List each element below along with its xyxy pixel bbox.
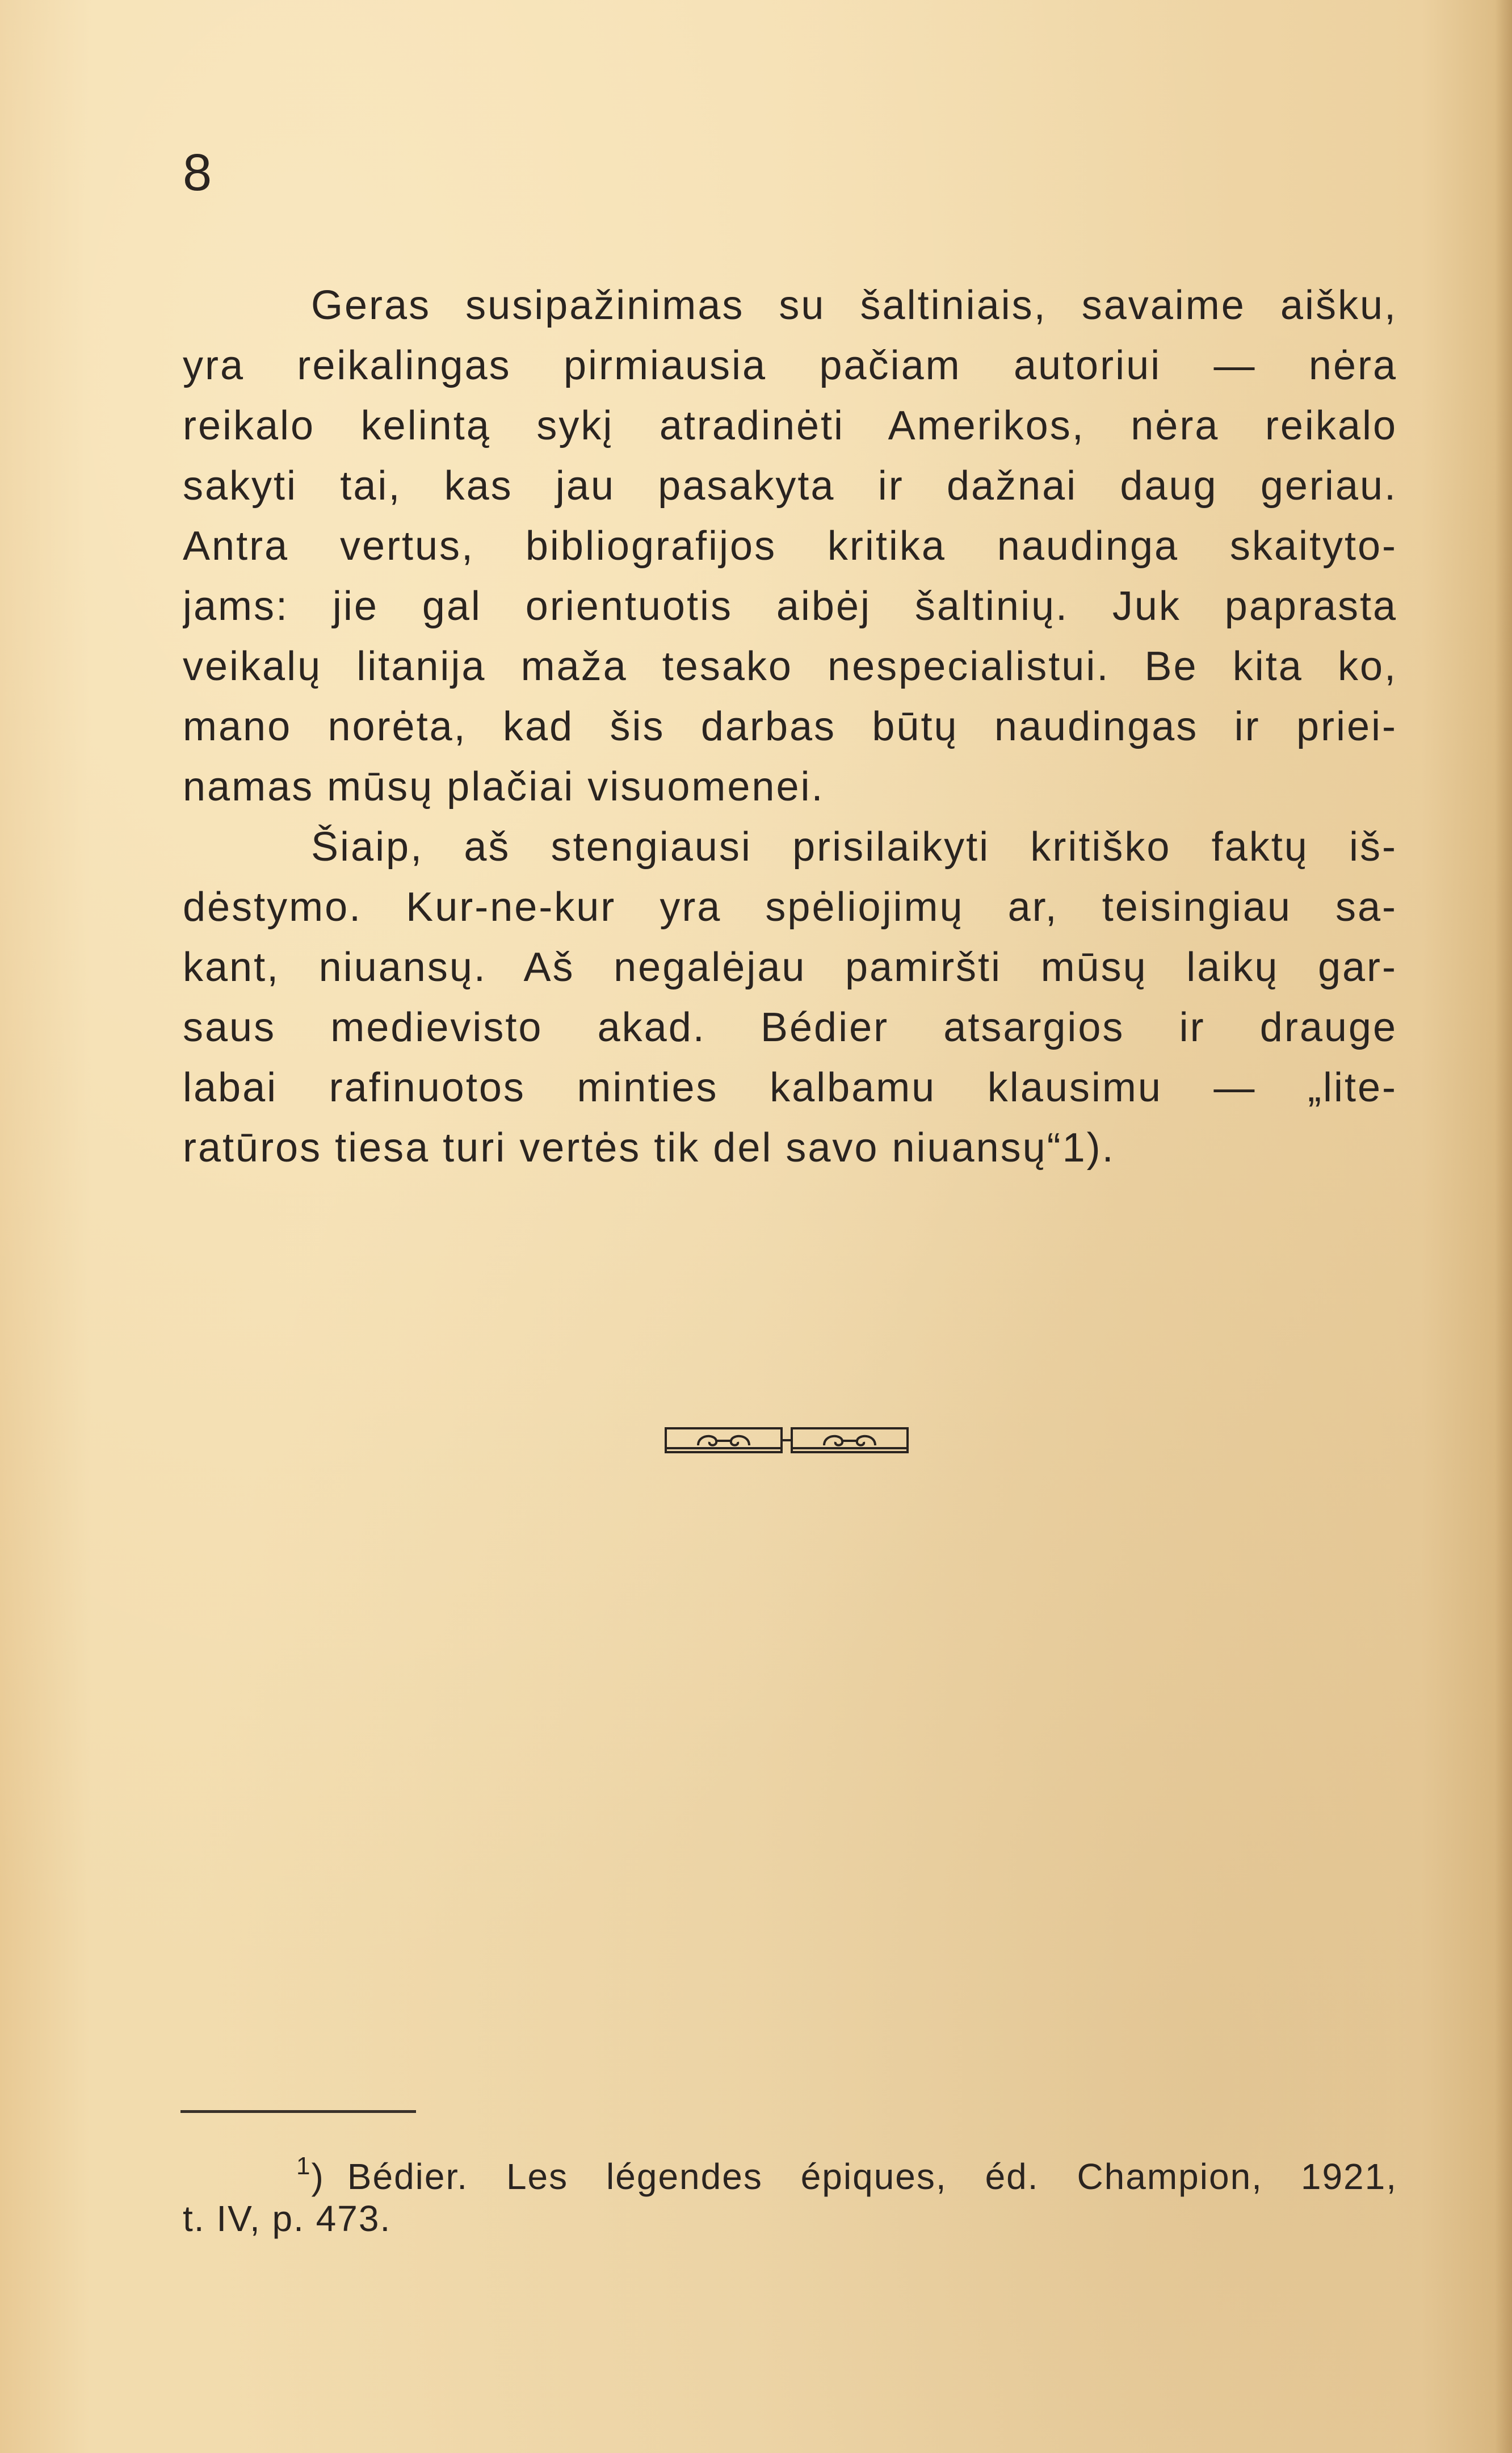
footnote-marker: $^1$) [296, 2152, 325, 2197]
footnote-rule [180, 2110, 416, 2113]
text-line: kant, niuansų. Aš negalėjau pamiršti mūsų laikų gar- [183, 945, 1397, 990]
footnote-line: t. IV, p. 473. [183, 2198, 392, 2239]
page-number: 8 [183, 144, 213, 202]
footnote-line [183, 2140, 1397, 2197]
text-line: namas mūsų plačiai visuomenei. [183, 764, 825, 810]
footnotes [183, 2140, 1397, 2245]
text-line: saus medievisto akad. Bédier atsargios ir drauge [183, 1005, 1397, 1050]
text-line: veikalų litanija maža tesako nespecialistui. Be kita ko, [183, 644, 1397, 689]
page-edge-shadow [1495, 0, 1512, 2453]
body-text [183, 275, 1397, 1178]
text-line: yra reikalingas pirmiausia pačiam autoriui — nėra [183, 343, 1397, 388]
text-line: labai rafinuotos minties kalbamu klausimu — „lite- [183, 1065, 1397, 1110]
text-line: sakyti tai, kas jau pasakyta ir dažnai daug geriau. [183, 463, 1397, 509]
text-line: Šiaip, aš stengiausi prisilaikyti kritiško faktų iš- [311, 824, 1397, 870]
text-line: ratūros tiesa turi vertės tik del savo niuansų“1). [183, 1125, 1115, 1171]
text-line: reikalo kelintą sykį atradinėti Amerikos, nėra reikalo [183, 403, 1397, 448]
text-line: Antra vertus, bibliografijos kritika naudinga skaityto- [183, 523, 1397, 569]
text-line: Geras susipažinimas su šaltiniais, savaime aišku, [311, 283, 1397, 328]
text-line: dėstymo. Kur-ne-kur yra spėliojimų ar, teisingiau sa- [183, 884, 1397, 930]
decorative-tailpiece-icon [664, 1426, 909, 1454]
text-line: jams: jie gal orientuotis aibėj šaltinių. Juk paprasta [183, 584, 1397, 629]
footnote-text: Bédier. Les légendes épiques, éd. Champion, 1921, [347, 2156, 1397, 2197]
text-line: mano norėta, kad šis darbas būtų naudingas ir priei- [183, 704, 1397, 749]
